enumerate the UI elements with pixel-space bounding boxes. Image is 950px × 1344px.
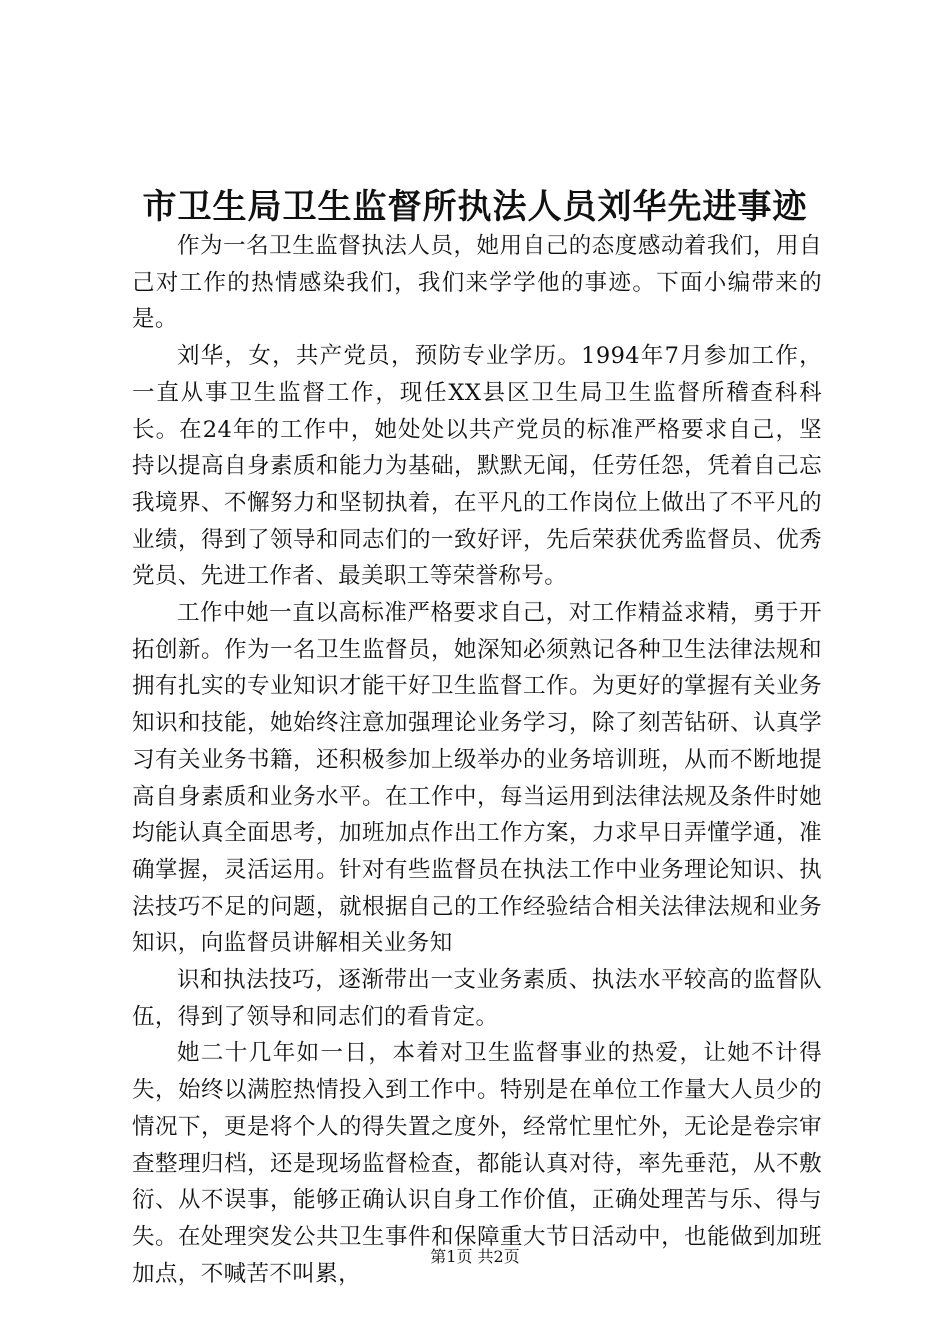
paragraph-dedication: 她二十几年如一日，本着对卫生监督事业的热爱，让她不计得失，始终以满腔热情投入到工作中。特别是在单位工作量大人员少的情况下，更是将个人的得失置之度外，经常忙里忙外，无论是卷宗审查整理归档，还是现场监督检查，都能认真对待，率先垂范，从不敷衍、从不误事，能够正确认识自身工作价值，正确处理苦与乐、得与失。在处理突发公共卫生事件和保障重大节日活动中，也能做到加班加点，不喊苦不叫累， <box>132 1040 822 1287</box>
paragraph-profile: 刘华，女，共产党员，预防专业学历。1994年7月参加工作，一直从事卫生监督工作，现任XX县区卫生局卫生监督所稽查科科长。在24年的工作中，她处处以共产党员的标准严格要求自己，坚持以提高自身素质和能力为基础，默默无闻，任劳任怨，凭着自己忘我境界、不懈努力和坚韧执着，在平凡的工作岗位上做出了不平凡的业绩，得到了领导和同志们的一致好评，先后荣获优秀监督员、优秀党员、先进工作者、最美职工等荣誉称号。 <box>132 343 822 590</box>
document-body <box>132 228 822 1292</box>
page-footer: 第1页 共2页 <box>430 1247 520 1266</box>
paragraph-team-training: 识和执法技巧，逐渐带出一支业务素质、执法水平较高的监督队伍，得到了领导和同志们的看肯定。 <box>132 967 822 1030</box>
document-title: 市卫生局卫生监督所执法人员刘华先进事迹 <box>142 187 808 227</box>
paragraph-work-standards: 工作中她一直以高标准严格要求自己，对工作精益求精，勇于开拓创新。作为一名卫生监督员，她深知必须熟记各种卫生法律法规和拥有扎实的专业知识才能干好卫生监督工作。为更好的掌握有关业务知识和技能，她始终注意加强理论业务学习，除了刻苦钻研、认真学习有关业务书籍，还积极参加上级举办的业务培训班，从而不断地提高自身素质和业务水平。在工作中，每当运用到法律法规及条件时她均能认真全面思考，加班加点作出工作方案，力求早日弄懂学通，准确掌握，灵活运用。针对有些监督员在执法工作中业务理论知识、执法技巧不足的问题，就根据自己的工作经验结合相关法律法规和业务知识，向监督员讲解相关业务知 <box>132 600 822 957</box>
paragraph-intro: 作为一名卫生监督执法人员，她用自己的态度感动着我们，用自己对工作的热情感染我们，我们来学学他的事迹。下面小编带来的是。 <box>132 233 822 333</box>
